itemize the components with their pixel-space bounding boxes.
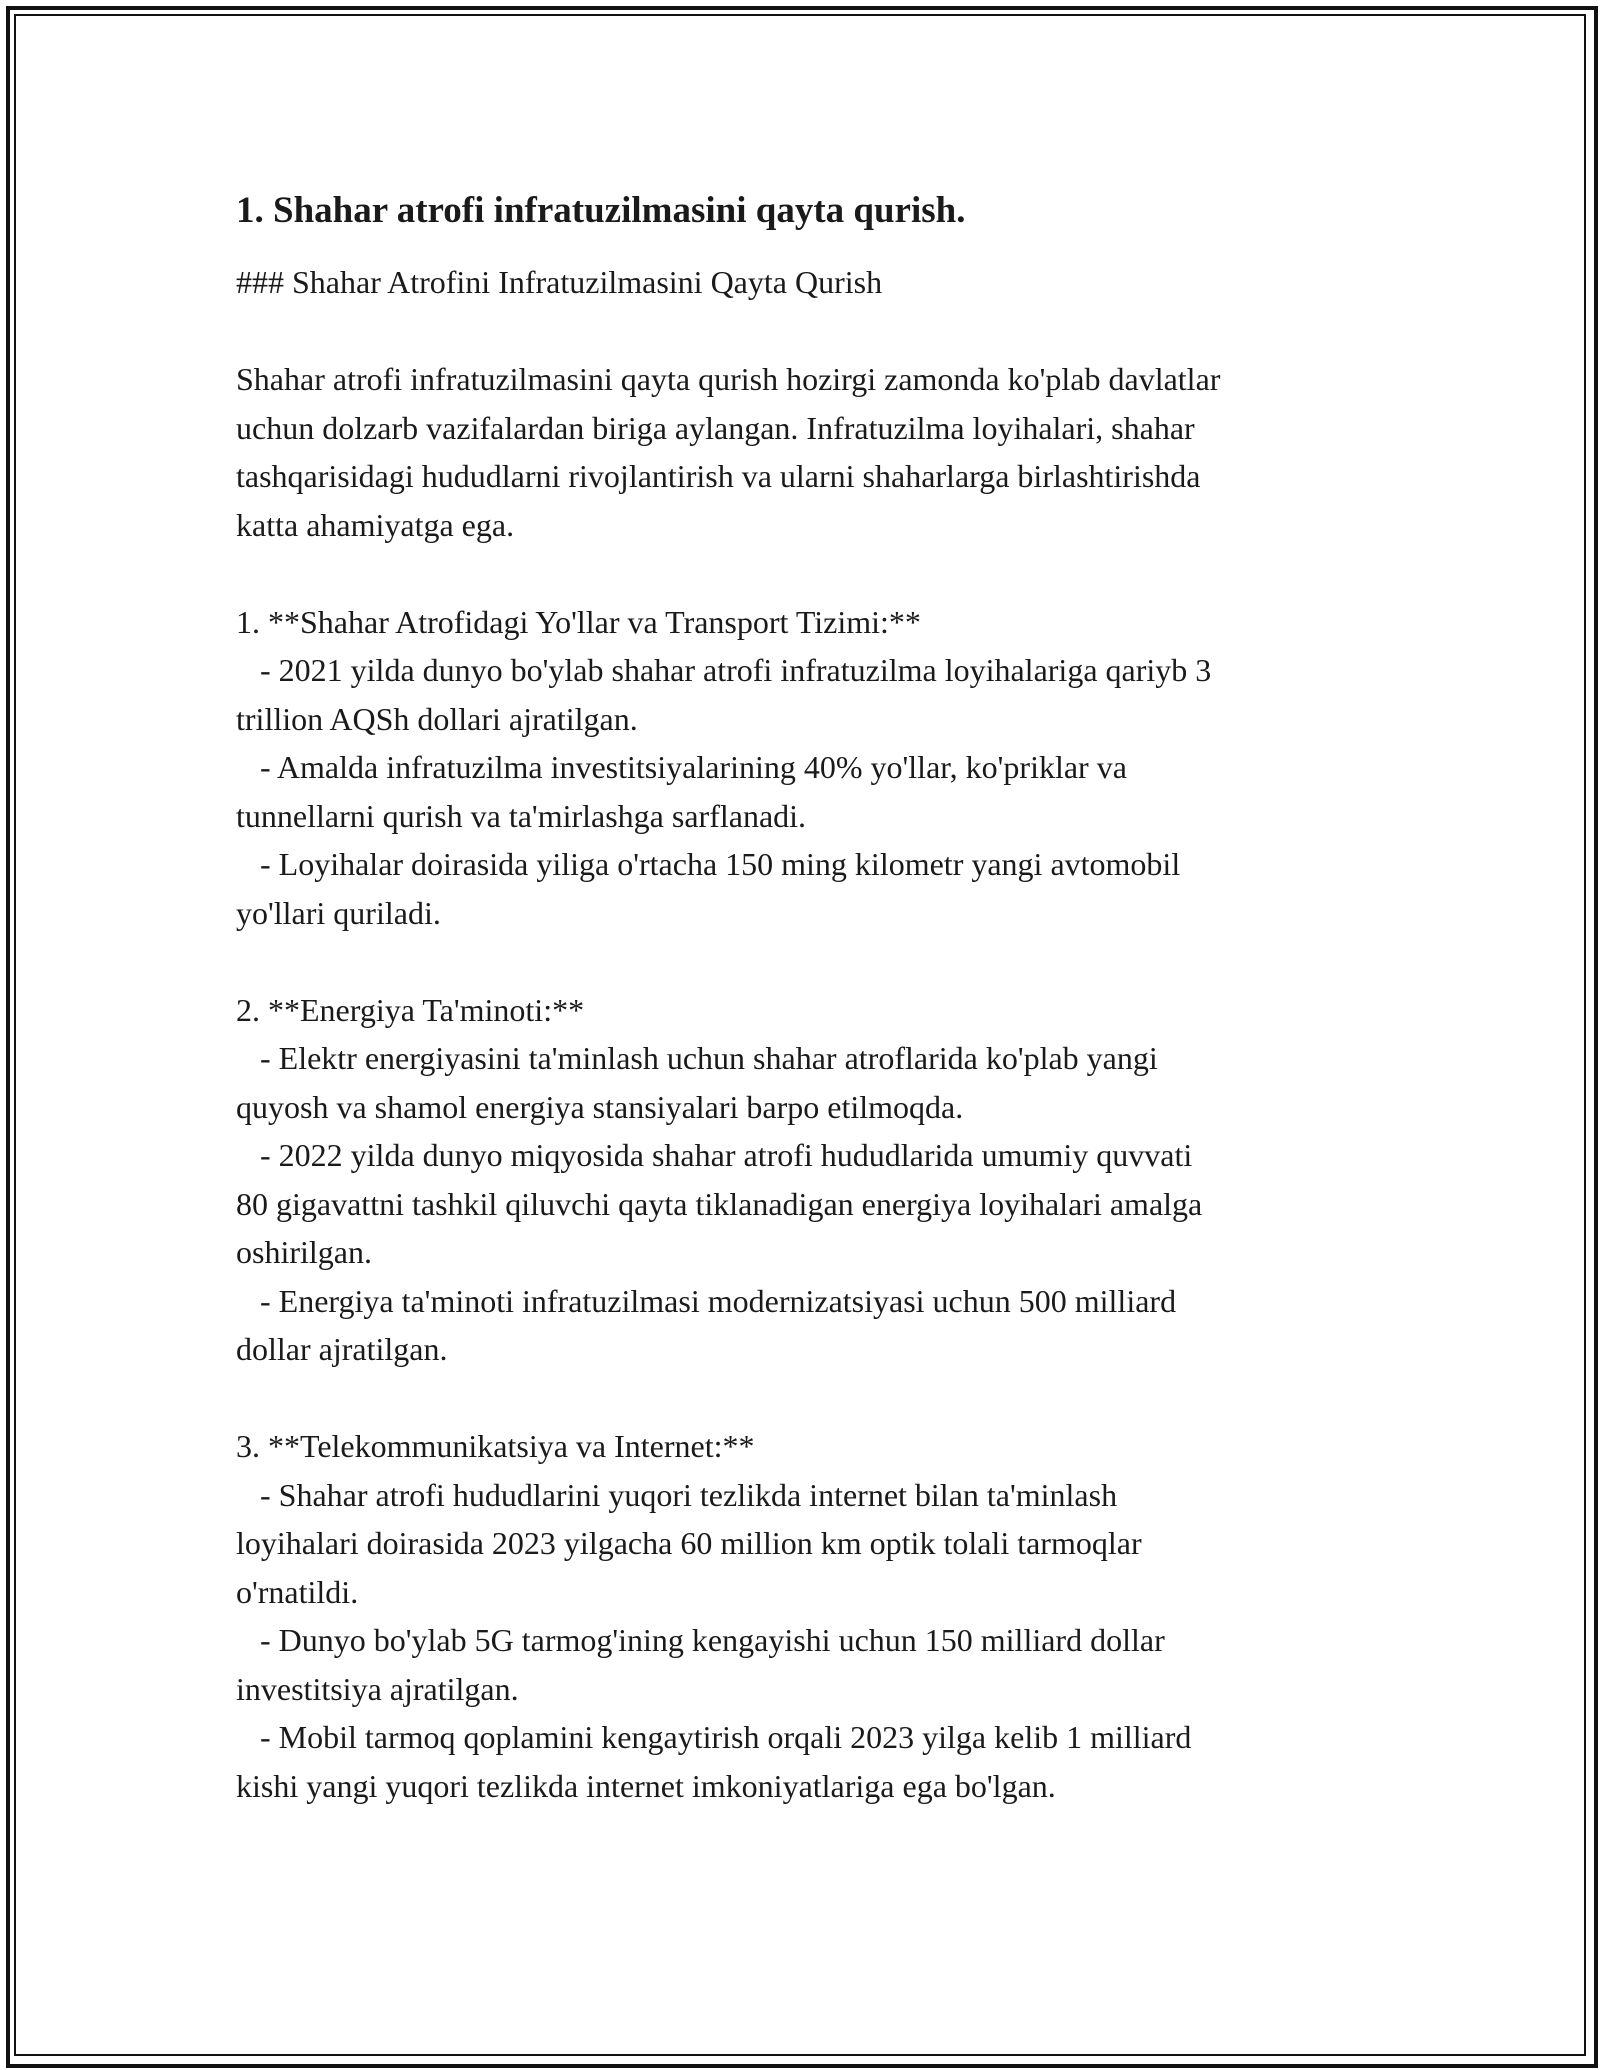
- text-line: uchun dolzarb vazifalardan biriga aylangan. Infratuzilma loyihalari, shahar: [236, 409, 1195, 446]
- text-line: investitsiya ajratilgan.: [236, 1670, 519, 1707]
- text-line: - Energiya ta'minoti infratuzilmasi modernizatsiyasi uchun 500 milliard: [236, 1282, 1177, 1319]
- text-line: o'rnatildi.: [236, 1573, 359, 1610]
- text-line: - Amalda infratuzilma investitsiyalarining 40% yo'llar, ko'priklar va: [236, 749, 1127, 785]
- text-line: oshirilgan.: [236, 1234, 372, 1270]
- document-title: 1. Shahar atrofi infratuzilmasini qayta qurish.: [236, 190, 966, 231]
- blank-line: [236, 307, 1396, 356]
- text-line: 1. **Shahar Atrofidagi Yo'llar va Transport Tizimi:**: [236, 603, 921, 640]
- text-line: tashqarisidagi hududlarni rivojlantirish va ularni shaharlarga birlashtirishda: [236, 458, 1201, 494]
- text-line: - Loyihalar doirasida yiliga o'rtacha 150 ming kilometr yangi avtomobil: [236, 846, 1181, 882]
- text-line: - 2022 yilda dunyo miqyosida shahar atrofi hududlarida umumiy quvvati: [236, 1137, 1193, 1173]
- text-line: 3. **Telekommunikatsiya va Internet:**: [236, 1428, 755, 1464]
- text-line: - Elektr energiyasini ta'minlash uchun shahar atroflarida ko'plab yangi: [236, 1040, 1158, 1076]
- text-line: katta ahamiyatga ega.: [236, 506, 515, 543]
- text-line: - Mobil tarmoq qoplamini kengaytirish orqali 2023 yilga kelib 1 milliard: [236, 1719, 1192, 1755]
- text-line: ### Shahar Atrofini Infratuzilmasini Qayta Qurish: [236, 264, 883, 300]
- text-line: Shahar atrofi infratuzilmasini qayta qurish hozirgi zamonda ko'plab davlatlar: [236, 361, 1221, 397]
- text-line: - 2021 yilda dunyo bo'ylab shahar atrofi infratuzilma loyihalariga qariyb 3: [236, 652, 1212, 688]
- text-line: quyosh va shamol energiya stansiyalari barpo etilmoqda.: [236, 1088, 964, 1125]
- text-line: dollar ajratilgan.: [236, 1331, 448, 1367]
- blank-line: [236, 549, 1396, 598]
- text-line: kishi yangi yuqori tezlikda internet imkoniyatlariga ega bo'lgan.: [236, 1767, 1056, 1804]
- text-line: - Dunyo bo'ylab 5G tarmog'ining kengayishi uchun 150 milliard dollar: [236, 1622, 1165, 1658]
- text-line: - Shahar atrofi hududlarini yuqori tezlikda internet bilan ta'minlash: [236, 1476, 1118, 1513]
- document-text: [236, 258, 1396, 1810]
- text-line: tunnellarni qurish va ta'mirlashga sarflanadi.: [236, 797, 807, 834]
- text-line: yo'llari quriladi.: [236, 894, 441, 931]
- text-line: 80 gigavattni tashkil qiluvchi qayta tiklanadigan energiya loyihalari amalga: [236, 1185, 1203, 1222]
- document-body: [236, 186, 1396, 1810]
- text-line: trillion AQSh dollari ajratilgan.: [236, 700, 638, 737]
- blank-line: [236, 937, 1396, 986]
- text-line: loyihalari doirasida 2023 yilgacha 60 million km optik tolali tarmoqlar: [236, 1525, 1142, 1561]
- blank-line: [236, 1374, 1396, 1423]
- text-line: 2. **Energiya Ta'minoti:**: [236, 991, 585, 1028]
